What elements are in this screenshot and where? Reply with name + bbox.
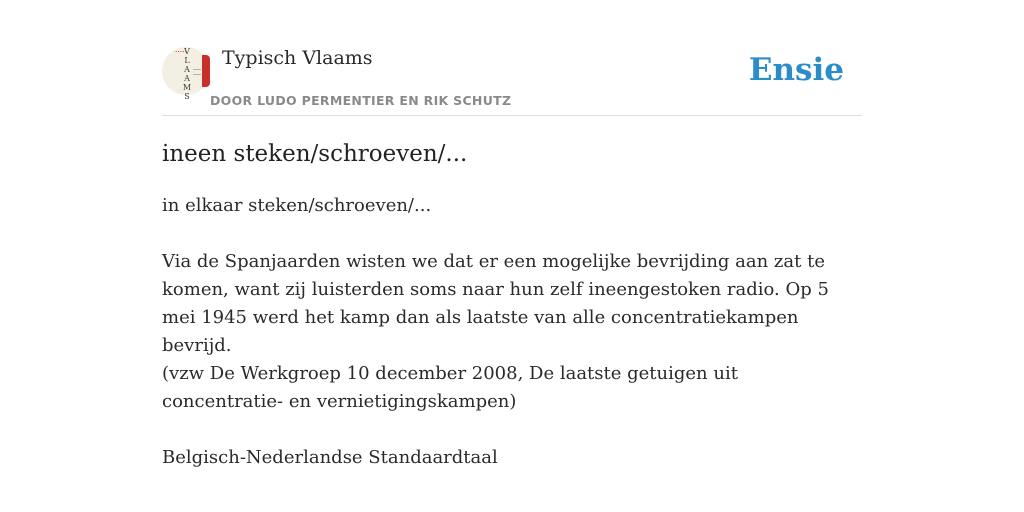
entry-term: ineen steken/schroeven/...	[162, 141, 468, 167]
entry-body	[162, 192, 862, 472]
book-authors: DOOR LUDO PERMENTIER EN RIK SCHUTZ	[210, 93, 512, 108]
cover-red-band	[202, 55, 210, 87]
cover-title-letters: VLAAMS	[182, 47, 192, 101]
cover-side-letters: •••••	[175, 49, 187, 54]
ensie-logo-link[interactable]: Ensie	[748, 52, 844, 88]
entry-definition: in elkaar steken/schroeven/...	[162, 195, 432, 216]
entry-example: Via de Spanjaarden wisten we dat er een mogelijke bevrijding aan zat te komen, want zij luisterden soms naar hun zelf ineengestoken radio. Op 5 mei 1945 werd het kamp dan als laatste van alle concentratiekampen bevrijd.	[162, 251, 829, 356]
entry-category: Belgisch-Nederlandse Standaardtaal	[162, 447, 498, 468]
entry-source: (vzw De Werkgroep 10 december 2008, De laatste getuigen uit concentratie- en vernietigingskampen)	[162, 363, 738, 412]
spacer	[162, 416, 862, 444]
book-title-link[interactable]: Typisch Vlaams	[222, 47, 373, 69]
page	[162, 0, 862, 512]
book-cover-image[interactable]	[162, 47, 210, 101]
spacer	[162, 220, 862, 248]
cover-detail	[193, 69, 201, 75]
header	[162, 46, 862, 116]
